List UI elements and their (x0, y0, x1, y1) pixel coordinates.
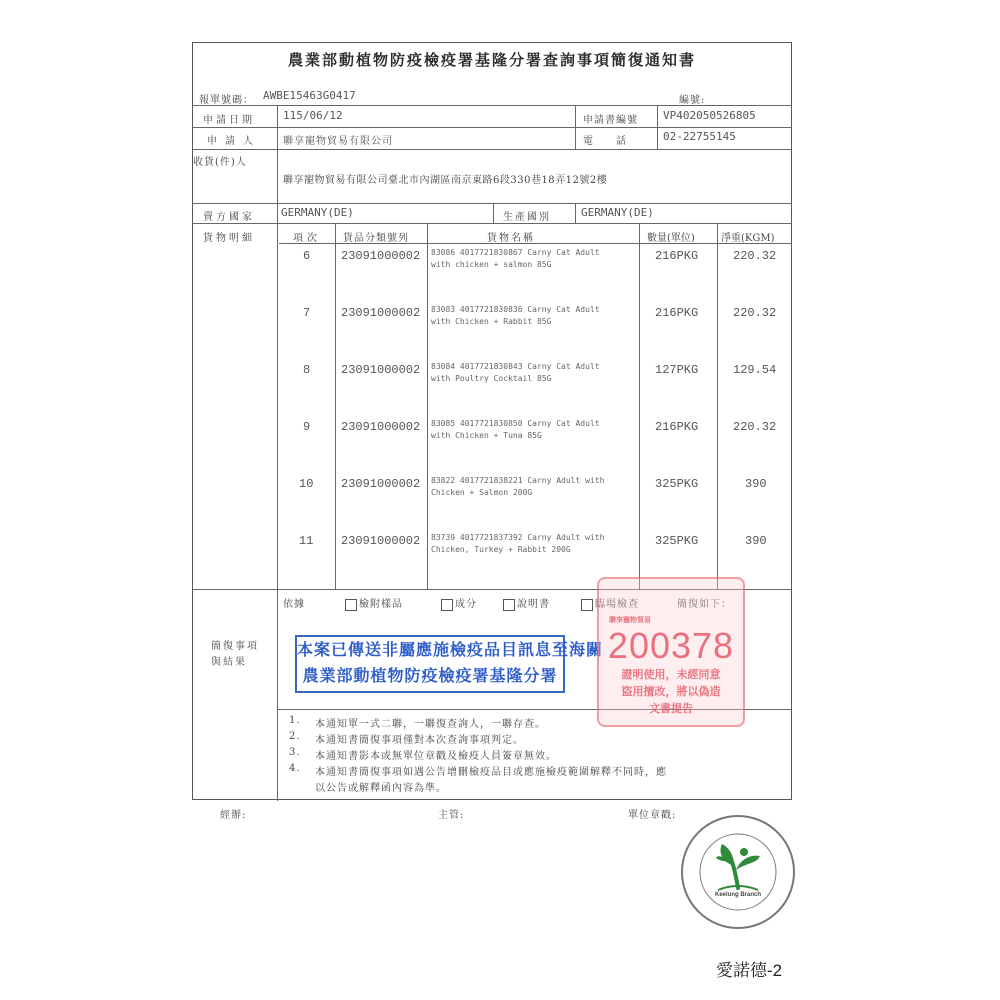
sign-supervisor: 主管: (438, 810, 465, 821)
application-no: VP402050526805 (663, 109, 756, 122)
document-title: 農業部動植物防疫檢疫署基隆分署查詢事項簡復通知書 (287, 51, 696, 69)
seal-icon (678, 812, 798, 932)
item-no: 7 (303, 306, 311, 320)
item-description: 83086 4017721830867 Carny Cat Adult with chicken + salmon 85G (431, 248, 600, 269)
item-description: 83739 4017721837392 Carny Adult with Chicken, Turkey + Rabbit 200G (431, 533, 605, 554)
blue-stamp-line1: 本案已傳送非屬應施檢疫品目訊息至海關 (297, 640, 604, 659)
application-no-label: 申請書編號 (583, 115, 638, 126)
item-quantity: 216PKG (655, 306, 699, 320)
note-number: 1. (289, 715, 301, 726)
item-hs-code: 23091000002 (341, 249, 421, 263)
note-number: 3. (289, 747, 301, 758)
basis-manual: 說明書 (503, 595, 550, 611)
item-hs-code: 23091000002 (341, 306, 421, 320)
col-name: 貨物名稱 (487, 233, 535, 244)
watermark-number: 200378 (607, 625, 735, 666)
item-quantity: 127PKG (655, 363, 699, 377)
notification-document (192, 42, 792, 800)
blue-stamp (295, 635, 604, 693)
note-number: 4. (289, 763, 301, 774)
col-quantity: 數量(單位) (647, 233, 695, 244)
report-no: AWBE15463G0417 (263, 89, 356, 102)
watermark-stamp (597, 577, 745, 727)
item-quantity: 216PKG (655, 420, 699, 434)
item-quantity: 325PKG (655, 534, 699, 548)
sign-handler: 經辦: (220, 810, 247, 821)
consignee-label: 收貨(件)人 (193, 157, 247, 168)
col-item: 項次 (293, 233, 321, 244)
item-quantity: 325PKG (655, 477, 699, 491)
footer-label: 愛諾德-2 (716, 961, 783, 980)
reply-label: 簡復事項與結果 (211, 641, 259, 668)
consignee: 聯享寵物貿易有限公司臺北市內湖區南京東路6段330巷18弄12號2樓 (283, 175, 608, 186)
item-hs-code: 23091000002 (341, 534, 421, 548)
basis-sample: 檢附樣品 (345, 595, 403, 611)
item-hs-code: 23091000002 (341, 420, 421, 434)
item-quantity: 216PKG (655, 249, 699, 263)
blue-stamp-line2: 農業部動植物防疫檢疫署基隆分署 (302, 666, 558, 685)
item-net-weight: 390 (745, 534, 767, 548)
sign-unit: 單位章戳: (628, 810, 677, 821)
watermark-line1: 證明使用，未經同意 (621, 669, 721, 681)
note-text: 本通知單一式二聯，一聯復查詢人，一聯存查。 (315, 719, 546, 730)
item-net-weight: 129.54 (733, 363, 777, 377)
checkbox-icon (441, 599, 453, 611)
item-net-weight: 220.32 (733, 420, 777, 434)
seal-center-text: Keelung Branch (714, 892, 761, 898)
serial-label: 編號: (679, 95, 706, 106)
item-net-weight: 390 (745, 477, 767, 491)
watermark-line2: 盜用擅改，將以偽造 (621, 686, 721, 698)
item-no: 11 (299, 534, 314, 548)
origin-country-label: 生產國別 (503, 212, 551, 223)
note-text: 本通知書影本或無單位章戳及檢疫人員簽章無效。 (315, 751, 557, 762)
item-description: 83084 4017721830843 Carny Cat Adult with Poultry Cocktail 85G (431, 362, 600, 383)
item-description: 83083 4017721830836 Carny Cat Adult with Chicken + Rabbit 85G (431, 305, 600, 326)
item-no: 6 (303, 249, 311, 263)
item-hs-code: 23091000002 (341, 477, 421, 491)
note-text: 以公告或解釋函內容為準。 (315, 783, 447, 794)
phone-label: 電 話 (583, 136, 627, 147)
item-no: 8 (303, 363, 311, 377)
basis-label: 依據 (283, 599, 305, 610)
item-no: 10 (299, 477, 314, 491)
item-no: 9 (303, 420, 311, 434)
applicant-label: 申請人 (207, 136, 261, 147)
phone: 02-22755145 (663, 130, 736, 143)
item-net-weight: 220.32 (733, 249, 777, 263)
basis-inspection: 臨場檢查 (581, 595, 639, 611)
note-text: 本通知書簡復事項僅對本次查詢事項判定。 (315, 735, 524, 746)
item-net-weight: 220.32 (733, 306, 777, 320)
basis-ingredient: 成分 (441, 595, 477, 611)
origin-country: GERMANY(DE) (581, 206, 654, 219)
item-description: 83085 4017721830850 Carny Cat Adult with Chicken + Tuna 85G (431, 419, 600, 440)
seller-country: GERMANY(DE) (281, 206, 354, 219)
watermark-top: 聯享寵物貿易 (609, 615, 651, 624)
agency-seal (678, 812, 798, 932)
col-net-weight: 淨重(KGM) (721, 233, 775, 244)
note-text: 本通知書簡復事項如遇公告增刪檢疫品目或應施檢疫範圍解釋不同時，應 (315, 767, 667, 778)
checkbox-icon (345, 599, 357, 611)
col-hs-code: 貨品分類號列 (343, 233, 409, 244)
item-hs-code: 23091000002 (341, 363, 421, 377)
seller-country-label: 賣方國家 (203, 212, 255, 223)
report-no-label: 報單號碼： (199, 95, 254, 106)
apply-date-label: 申請日期 (203, 115, 255, 126)
goods-label: 貨物明細 (203, 233, 255, 244)
item-description: 83822 4017721838221 Carny Adult with Chicken + Salmon 200G (431, 476, 605, 497)
checkbox-icon (581, 599, 593, 611)
watermark-line3: 文書提告 (649, 703, 693, 715)
basis-reply: 簡復如下： (677, 599, 732, 610)
apply-date: 115/06/12 (283, 109, 343, 122)
checkbox-icon (503, 599, 515, 611)
applicant: 聯享寵物貿易有限公司 (283, 136, 393, 147)
note-number: 2. (289, 731, 301, 742)
